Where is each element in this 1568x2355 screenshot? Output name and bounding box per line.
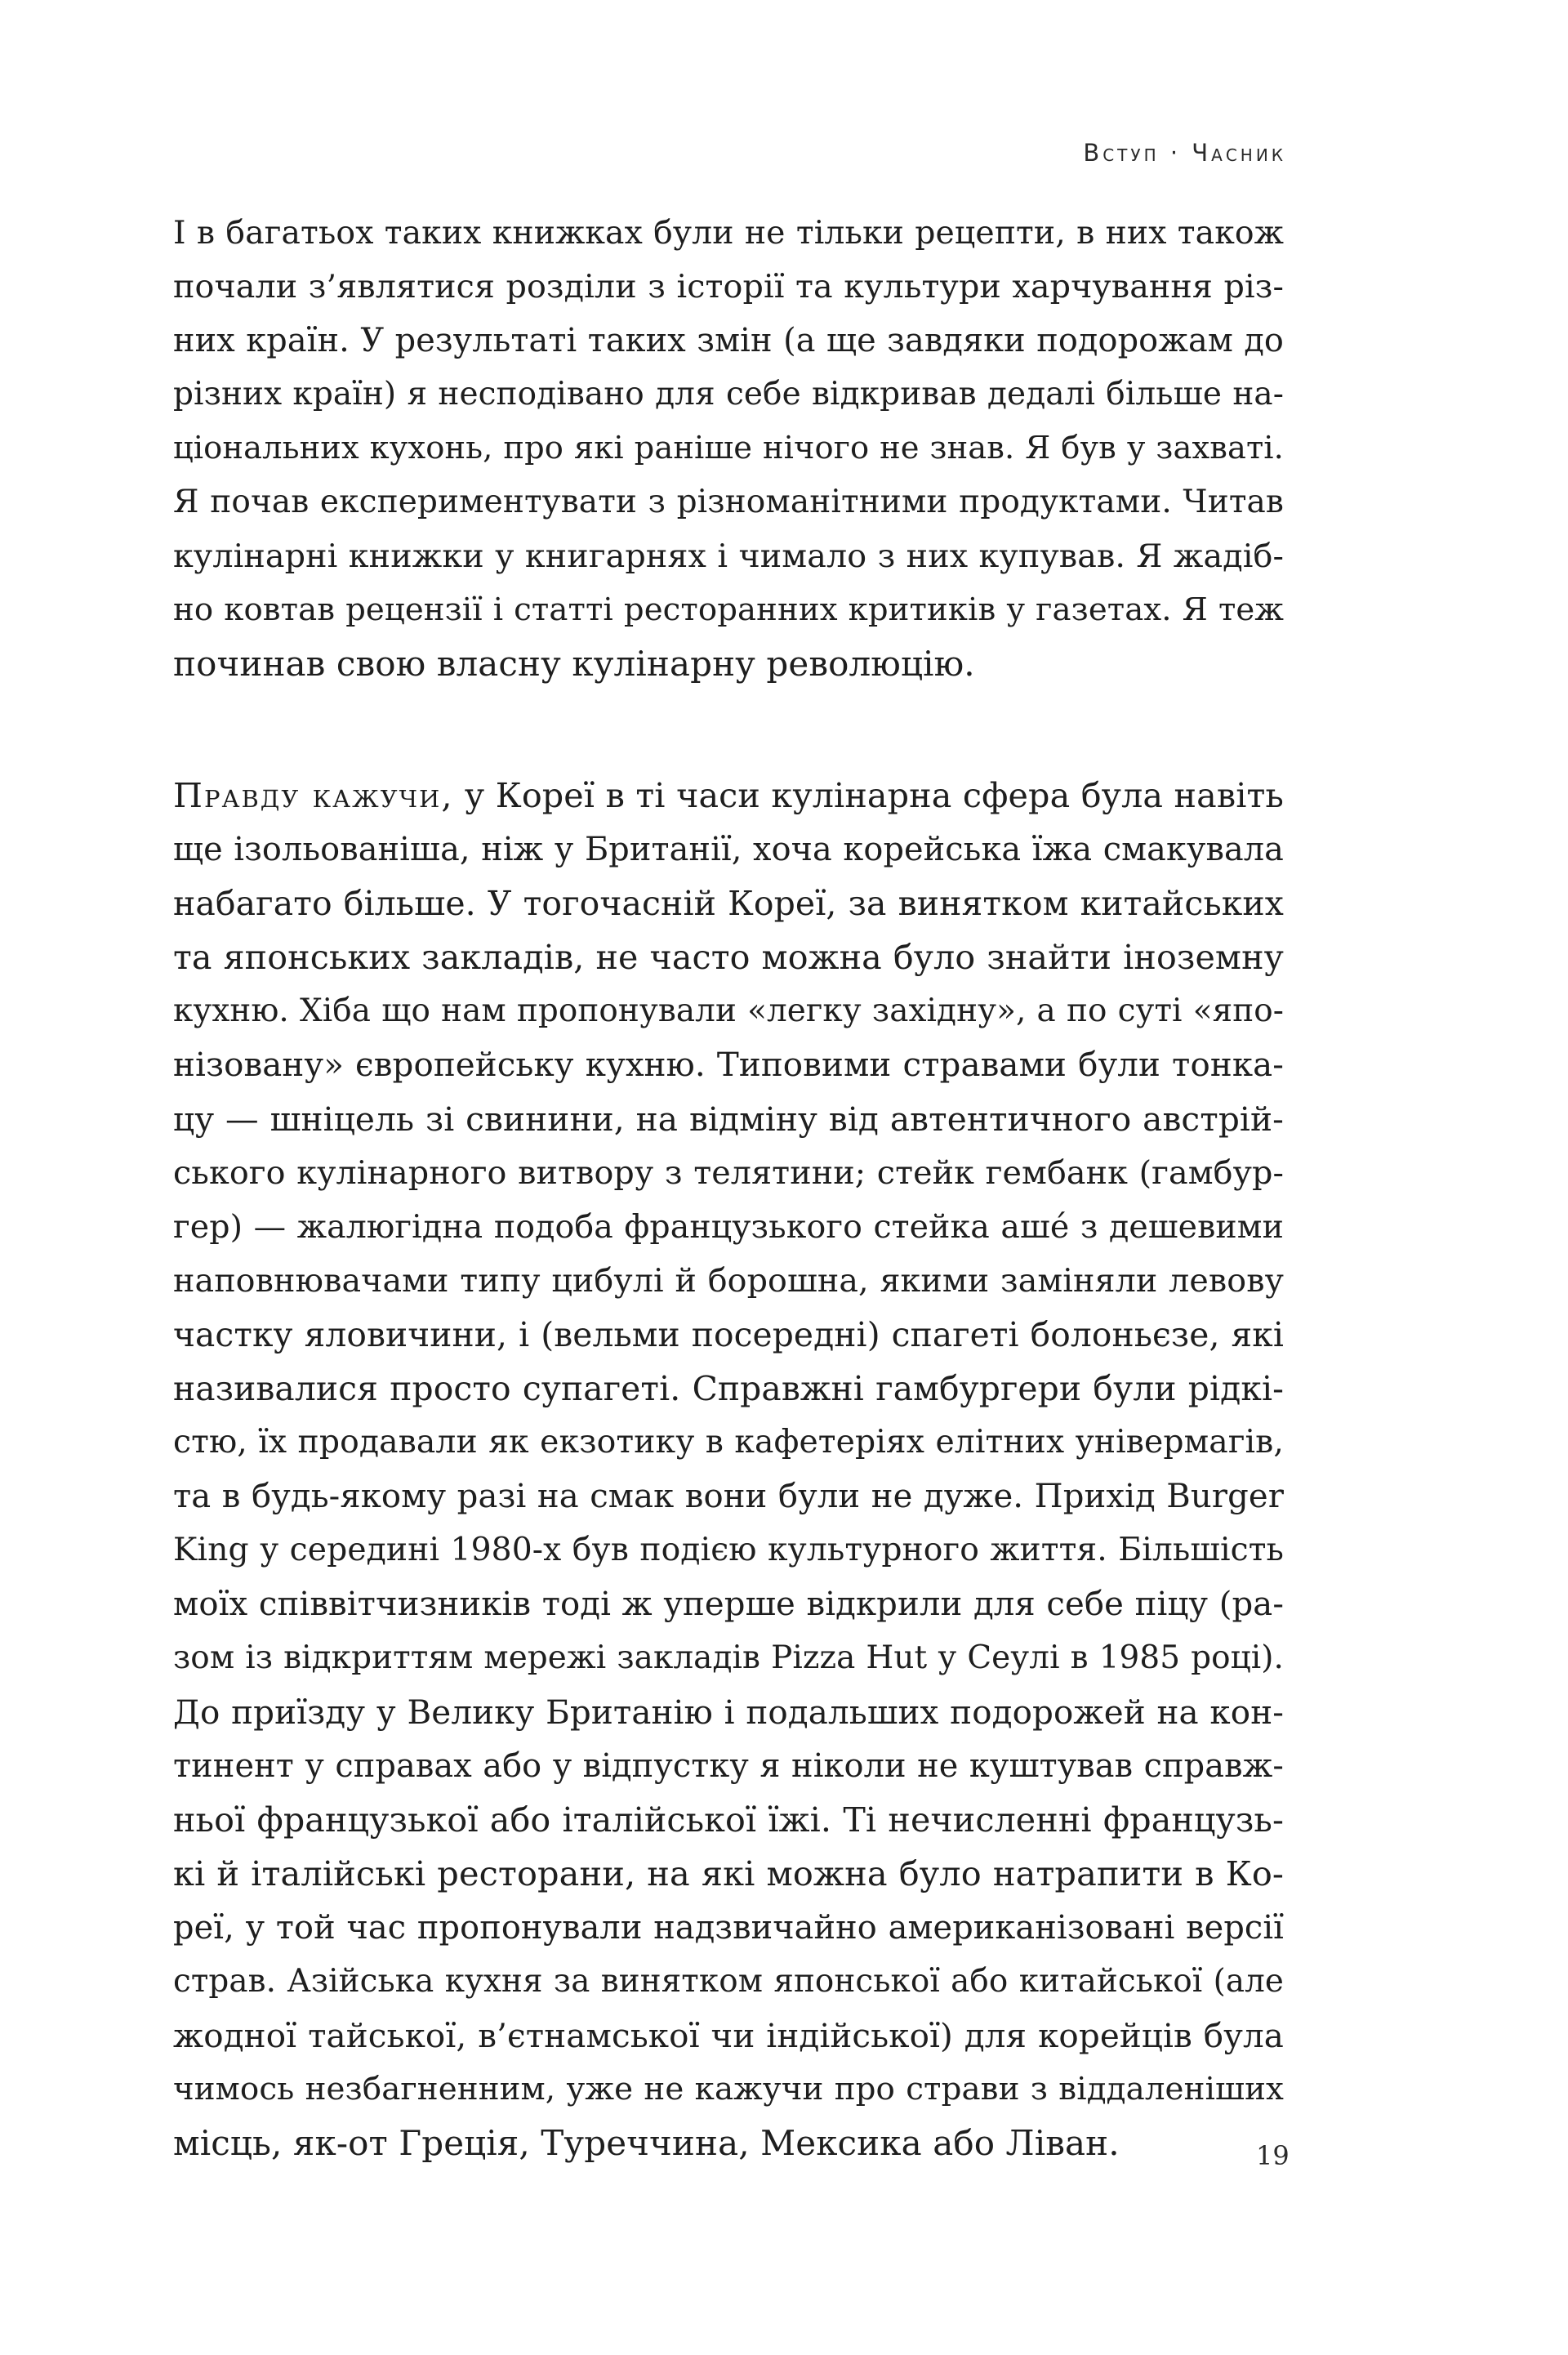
text-line: цу — шніцель зі свинини, на відміну від автентичного австрій- bbox=[173, 1099, 1284, 1139]
text-line: частку яловичини, і (вельми посередні) спагеті болоньєзе, які bbox=[173, 1315, 1284, 1354]
text-line: називалися просто супагеті. Справжні гамбургери були рідкі- bbox=[173, 1369, 1284, 1408]
body-text bbox=[173, 206, 1284, 2170]
text-line: тинент у справах або у відпустку я ніколи не куштував справж- bbox=[173, 1747, 1284, 1785]
text-line: та японських закладів, не часто можна було знайти іноземну bbox=[173, 938, 1284, 977]
running-head: Вступ · Часник bbox=[1083, 139, 1286, 167]
paragraph bbox=[173, 206, 1284, 691]
page-number: 19 bbox=[1256, 2140, 1290, 2171]
text-line: І в багатьох таких книжках були не тільки рецепти, в них також bbox=[173, 214, 1284, 252]
text-line: зом із відкриттям мережі закладів Pizza Hut у Сеулі в 1985 році). bbox=[173, 1639, 1284, 1676]
paragraph bbox=[173, 769, 1284, 2170]
text-line: страв. Азійська кухня за винятком японської або китайської (але bbox=[173, 1963, 1284, 2000]
text-line: King у середині 1980-х був подією культурного життя. Більшість bbox=[173, 1532, 1284, 1568]
text-line: почали з’являтися розділи з історії та культури харчування різ- bbox=[173, 268, 1284, 306]
text-line: чимось незбагненним, уже не кажучи про страви з віддаленіших bbox=[173, 2071, 1284, 2107]
text-line: кухню. Хіба що нам пропонували «легку західну», а по суті «япо- bbox=[173, 992, 1284, 1029]
text-line: починав свою власну кулінарну революцію. bbox=[173, 644, 975, 684]
text-line: кі й італійські ресторани, на які можна було натрапити в Ко- bbox=[173, 1853, 1284, 1893]
line-rest: у Кореї в ті часи кулінарна сфера була навіть bbox=[453, 776, 1284, 815]
text-line: жодної тайської, в’єтнамської чи індійської) для корейців була bbox=[173, 2016, 1284, 2055]
text-line: ще ізольованіша, ніж у Британії, хоча корейська їжа смакувала bbox=[173, 831, 1284, 868]
text-line bbox=[173, 769, 1284, 823]
text-line: ського кулінарного витвору з телятини; стейк гембанк (гамбур- bbox=[173, 1154, 1284, 1192]
text-line: місць, як-от Греція, Туреччина, Мексика або Ліван. bbox=[173, 2123, 1120, 2163]
text-line: реї, у той час пропонували надзвичайно американізовані версії bbox=[173, 1909, 1284, 1947]
paragraph-gap bbox=[173, 691, 1284, 769]
text-line: різних країн) я несподівано для себе відкривав дедалі більше на- bbox=[173, 376, 1284, 413]
lead-in-smallcaps: Правду кажучи, bbox=[173, 776, 454, 815]
text-line: До приїзду у Велику Британію і подальших подорожей на кон- bbox=[173, 1693, 1284, 1732]
text-line: набагато більше. У тогочасній Кореї, за винятком китайських bbox=[173, 884, 1284, 923]
text-line: ньої французької або італійської їжі. Ті нечисленні французь- bbox=[173, 1800, 1284, 1840]
text-line: Я почав експериментувати з різноманітними продуктами. Читав bbox=[173, 484, 1284, 520]
text-line: моїх співвітчизників тоді ж уперше відкрили для себе піцу (ра- bbox=[173, 1586, 1284, 1623]
text-line: стю, їх продавали як екзотику в кафетеріях елітних універмагів, bbox=[173, 1424, 1284, 1461]
text-line: кулінарні книжки у книгарнях і чимало з них купував. Я жадіб- bbox=[173, 537, 1284, 575]
text-line: но ковтав рецензії і статті ресторанних критиків у газетах. Я теж bbox=[173, 591, 1284, 628]
text-line: ціональних кухонь, про які раніше нічого не знав. Я був у захваті. bbox=[173, 430, 1284, 466]
text-line: нізовану» європейську кухню. Типовими стравами були тонка- bbox=[173, 1046, 1284, 1084]
text-line: наповнювачами типу цибулі й борошна, якими заміняли левову bbox=[173, 1262, 1284, 1300]
text-line: них країн. У результаті таких змін (а ще завдяки подорожам до bbox=[173, 322, 1284, 359]
text-line: гер) — жалюгідна подоба французького стейка аше́ з дешевими bbox=[173, 1208, 1284, 1246]
text-line: та в будь-якому разі на смак вони були не дуже. Прихід Burger bbox=[173, 1478, 1284, 1515]
